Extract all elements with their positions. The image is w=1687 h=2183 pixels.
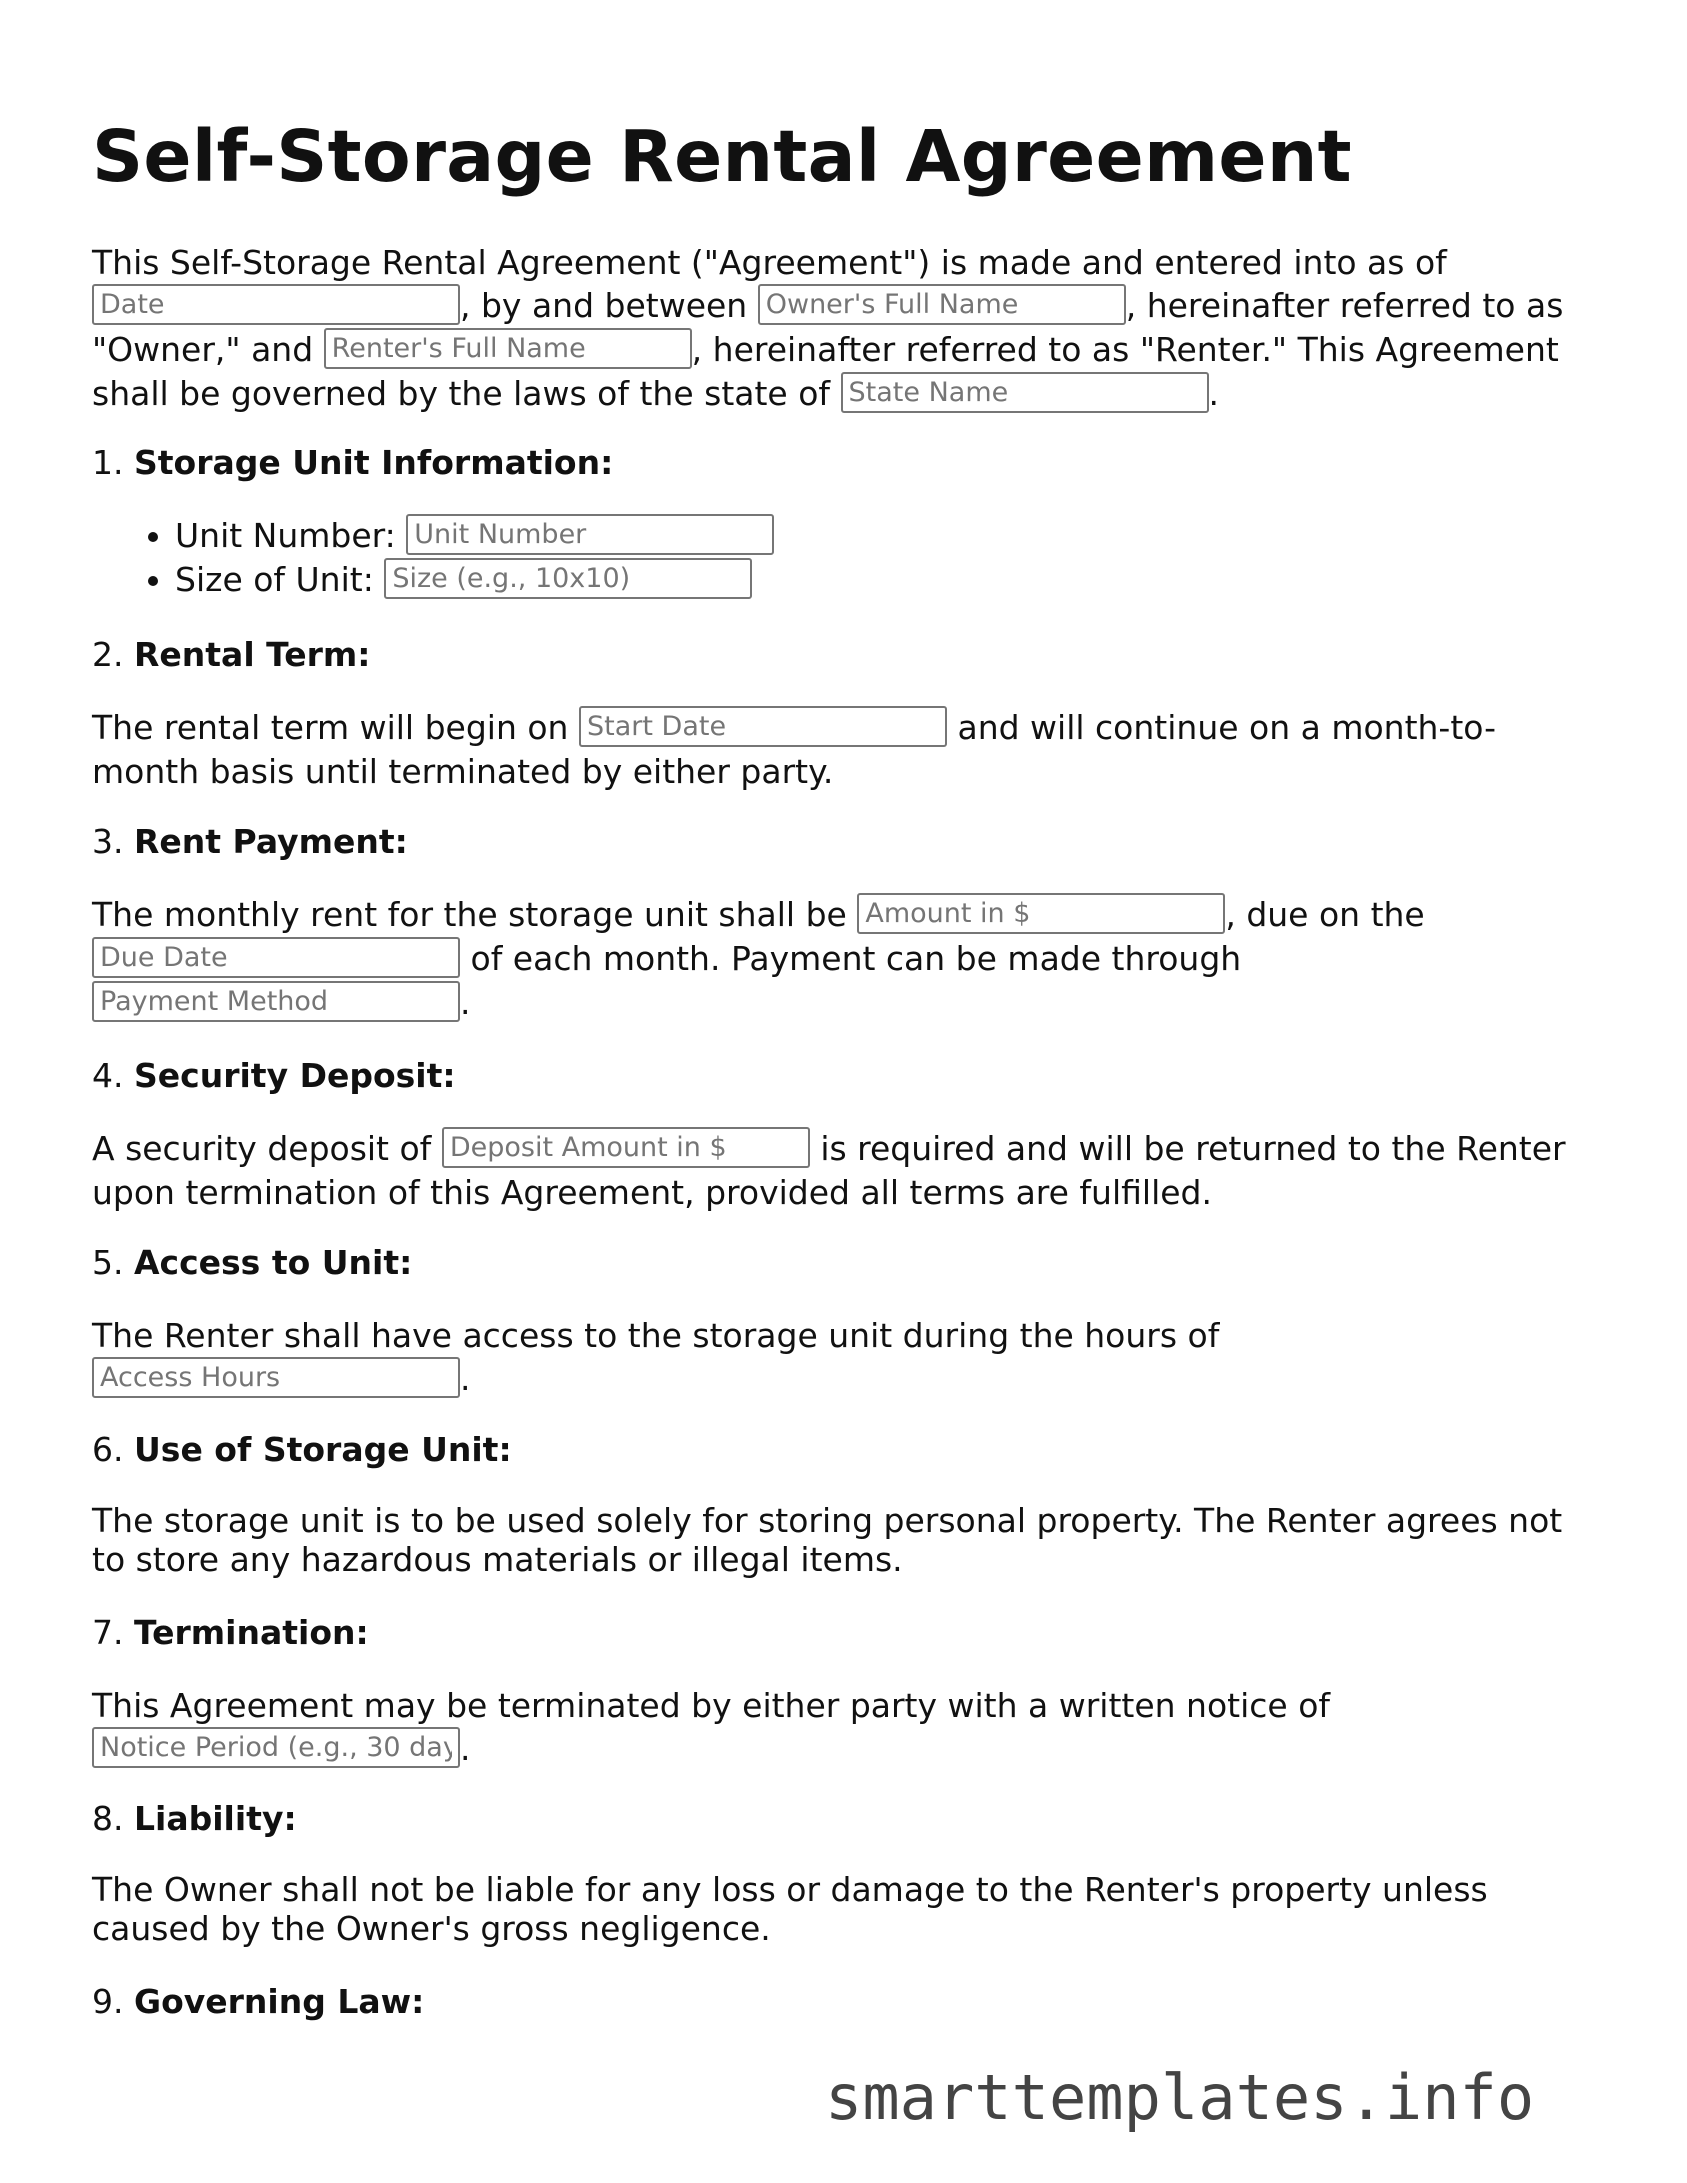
rent-amount-field[interactable] xyxy=(857,893,1225,934)
termination-text-1: This Agreement may be terminated by either party with a written notice of xyxy=(92,1686,1330,1725)
section-5-heading xyxy=(92,1241,412,1284)
deposit-text-1: A security deposit of xyxy=(92,1129,432,1168)
section-title: Use of Storage Unit: xyxy=(134,1430,512,1469)
intro-text-5: . xyxy=(1208,374,1220,413)
intro-text-2: , by and between xyxy=(460,286,748,325)
rental-term-paragraph xyxy=(92,706,1592,793)
rent-text-1: The monthly rent for the storage unit shall be xyxy=(92,895,847,934)
state-name-field[interactable] xyxy=(841,372,1209,413)
section-title: Access to Unit: xyxy=(134,1243,413,1282)
intro-paragraph xyxy=(92,241,1592,416)
security-deposit-paragraph xyxy=(92,1127,1592,1214)
start-date-field[interactable] xyxy=(579,706,947,747)
section-7-heading xyxy=(92,1611,369,1654)
rent-text-4: . xyxy=(460,983,471,1022)
section-number: 6. xyxy=(92,1430,124,1469)
owner-name-field[interactable] xyxy=(758,284,1126,325)
rent-payment-paragraph xyxy=(92,893,1592,1025)
rental-term-text-2: and will continue on a month-to-month basis until terminated by either party. xyxy=(92,708,1496,791)
section-title: Security Deposit: xyxy=(134,1056,456,1095)
intro-text-4: , hereinafter referred to as "Renter." This Agreement shall be governed by the laws of the state of xyxy=(92,330,1559,413)
section-number: 3. xyxy=(92,822,124,861)
unit-number-field[interactable] xyxy=(406,514,774,555)
intro-text-1: This Self-Storage Rental Agreement ("Agreement") is made and entered into as of xyxy=(92,243,1447,282)
section-number: 5. xyxy=(92,1243,124,1282)
rent-text-2: , due on the xyxy=(1225,895,1425,934)
access-text-1: The Renter shall have access to the storage unit during the hours of xyxy=(92,1316,1220,1355)
renter-name-field[interactable] xyxy=(324,328,692,369)
section-title: Governing Law: xyxy=(134,1982,425,2021)
access-paragraph xyxy=(92,1314,1592,1401)
section-3-heading xyxy=(92,820,408,863)
termination-text-2: . xyxy=(460,1729,471,1768)
use-paragraph xyxy=(92,1501,1592,1579)
list-item-unit-number xyxy=(175,514,774,558)
section-title: Liability: xyxy=(134,1799,297,1838)
due-date-field[interactable] xyxy=(92,937,460,978)
list-item-unit-size xyxy=(175,558,774,602)
page-title: Self-Storage Rental Agreement xyxy=(92,115,1352,198)
section-2-heading xyxy=(92,633,371,676)
liability-text: The Owner shall not be liable for any loss or damage to the Renter's property unless caused by the Owner's gross negligence. xyxy=(92,1870,1488,1948)
intro-text-3: , hereinafter referred to as "Owner," and xyxy=(92,286,1564,369)
rent-text-3: of each month. Payment can be made through xyxy=(470,939,1242,978)
section-title: Rental Term: xyxy=(134,635,371,674)
section-4-heading xyxy=(92,1054,456,1097)
rental-term-text-1: The rental term will begin on xyxy=(92,708,569,747)
use-text: The storage unit is to be used solely for storing personal property. The Renter agrees not to store any hazardous materials or illegal items. xyxy=(92,1501,1563,1579)
section-number: 9. xyxy=(92,1982,124,2021)
section-8-heading xyxy=(92,1797,297,1840)
section-title: Rent Payment: xyxy=(134,822,408,861)
termination-paragraph xyxy=(92,1684,1592,1771)
section-6-heading xyxy=(92,1428,512,1471)
notice-period-field[interactable] xyxy=(92,1727,460,1768)
section-number: 2. xyxy=(92,635,124,674)
payment-method-field[interactable] xyxy=(92,981,460,1022)
deposit-amount-field[interactable] xyxy=(442,1127,810,1168)
watermark: smarttemplates.info xyxy=(825,2061,1535,2134)
section-1-heading xyxy=(92,441,613,484)
unit-info-list xyxy=(92,514,774,602)
unit-size-field[interactable] xyxy=(384,558,752,599)
date-field[interactable] xyxy=(92,284,460,325)
section-title: Storage Unit Information: xyxy=(134,443,614,482)
liability-paragraph xyxy=(92,1870,1592,1948)
unit-number-label: Unit Number: xyxy=(175,516,396,555)
section-title: Termination: xyxy=(134,1613,369,1652)
section-number: 7. xyxy=(92,1613,124,1652)
unit-size-label: Size of Unit: xyxy=(175,560,374,599)
deposit-text-2: is required and will be returned to the Renter upon termination of this Agreement, provided all terms are fulfilled. xyxy=(92,1129,1566,1212)
section-number: 8. xyxy=(92,1799,124,1838)
section-number: 4. xyxy=(92,1056,124,1095)
section-number: 1. xyxy=(92,443,124,482)
access-hours-field[interactable] xyxy=(92,1357,460,1398)
section-9-heading xyxy=(92,1980,424,2023)
access-text-2: . xyxy=(460,1359,471,1398)
